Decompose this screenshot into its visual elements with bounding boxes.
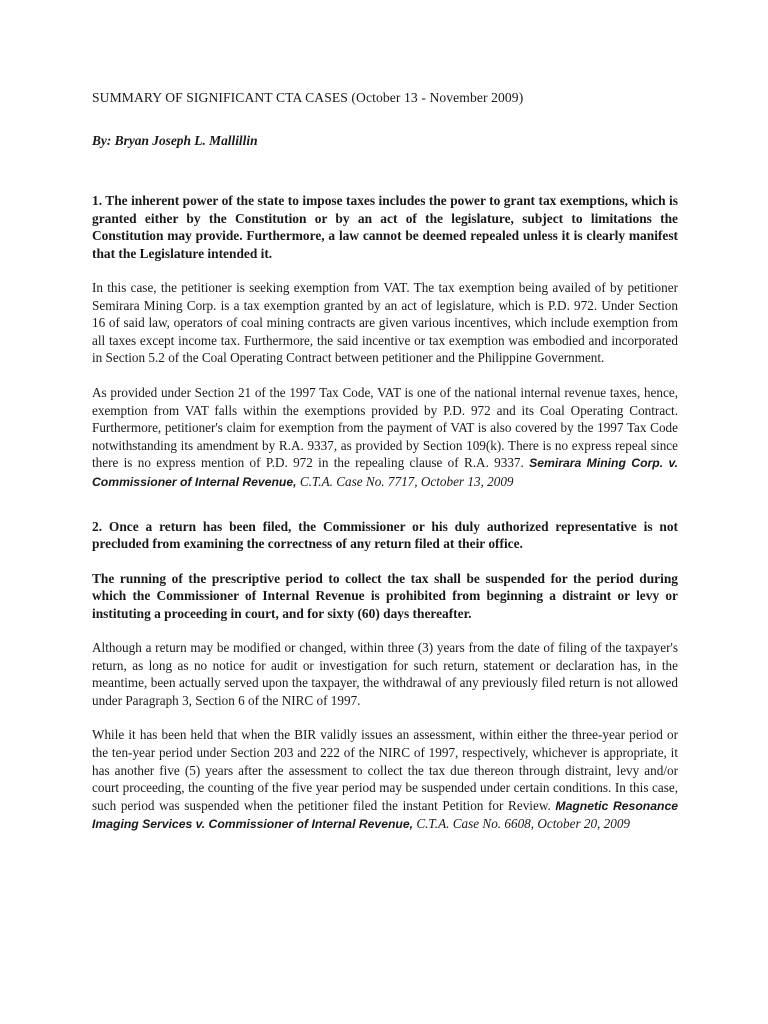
case-reference-6608: C.T.A. Case No. 6608, October 20, 2009 bbox=[416, 816, 631, 832]
section-2 bbox=[92, 518, 678, 834]
section-1 bbox=[92, 192, 678, 492]
section-2-heading-2: The running of the prescriptive period to collect the tax shall be suspended for the period during which the Commissioner of Internal Revenue is prohibited from beginning a distraint or levy or instituting a proceeding in court, and for sixty (60) days thereafter. bbox=[92, 570, 678, 621]
section-1-heading: 1. The inherent power of the state to impose taxes includes the power to grant tax exemptions, which is granted either by the Constitution or by an act of the legislature, subject to limitations the Constitution may provide. Furthermore, a law cannot be deemed repealed unless it is clearly manifest that the Legislature intended it. bbox=[92, 193, 678, 261]
section-2-paragraph-1: Although a return may be modified or changed, within three (3) years from the date of filing of the taxpayer's return, as long as no notice for audit or investigation for such return, statement or declaration has, in the meantime, been actually served upon the taxpayer, the withdrawal of any previously filed return is not allowed under Paragraph 3, Section 6 of the NIRC of 1997. bbox=[92, 640, 678, 708]
section-1-paragraph-1: In this case, the petitioner is seeking exemption from VAT. The tax exemption being availed of by petitioner Semirara Mining Corp. is a tax exemption granted by an act of legislature, which is P.D. 972. Under Section 16 of said law, operators of coal mining contracts are given various incentives, which include exemption from all taxes except income tax. Furthermore, the said incentive or tax exemption was embodied and incorporated in Section 5.2 of the Coal Operating Contract between petitioner and the Philippine Government. bbox=[92, 280, 678, 366]
document-page bbox=[92, 90, 678, 851]
section-2-heading-1: 2. Once a return has been filed, the Commissioner or his duly authorized representative is not precluded from examining the correctness of any return filed at their office. bbox=[92, 518, 678, 552]
document-title: SUMMARY OF SIGNIFICANT CTA CASES (October 13 - November 2009) bbox=[92, 90, 524, 105]
section-1-paragraph-2 bbox=[92, 384, 678, 492]
section-2-paragraph-2 bbox=[92, 726, 678, 834]
case-citation-semirara: Semirara Mining Corp. v. Commissioner of Internal Revenue, bbox=[92, 456, 678, 489]
document-author: By: Bryan Joseph L. Mallillin bbox=[92, 133, 258, 148]
case-reference-7717: C.T.A. Case No. 7717, October 13, 2009 bbox=[299, 473, 514, 489]
section-1-paragraph-2-text: As provided under Section 21 of the 1997 Tax Code, VAT is one of the national internal revenue taxes, hence, exemption from VAT falls within the exemptions provided by P.D. 972 and its Coal Operating Contract. Furthermore, petitioner's claim for exemption from the payment of VAT is also covered by the 1997 Tax Code notwithstanding its amendment by R.A. 9337, as provided by Section 109(k). There is no express repeal since there is no express mention of P.D. 972 in the repealing clause of R.A. 9337. bbox=[92, 384, 678, 471]
case-citation-magnetic-resonance: Magnetic Resonance Imaging Services v. Commissioner of Internal Revenue, bbox=[92, 798, 678, 832]
section-2-paragraph-2-text: While it has been held that when the BIR validly issues an assessment, within either the three-year period or the ten-year period under Section 203 and 222 of the NIRC of 1997, respectively, whichever is appropriate, it has another five (5) years after the assessment to collect the tax due thereon through distraint, levy and/or court proceeding, the counting of the five year period may be suspended under certain conditions. In this case, such period was suspended when the petitioner filed the instant Petition for Review. bbox=[92, 727, 678, 813]
